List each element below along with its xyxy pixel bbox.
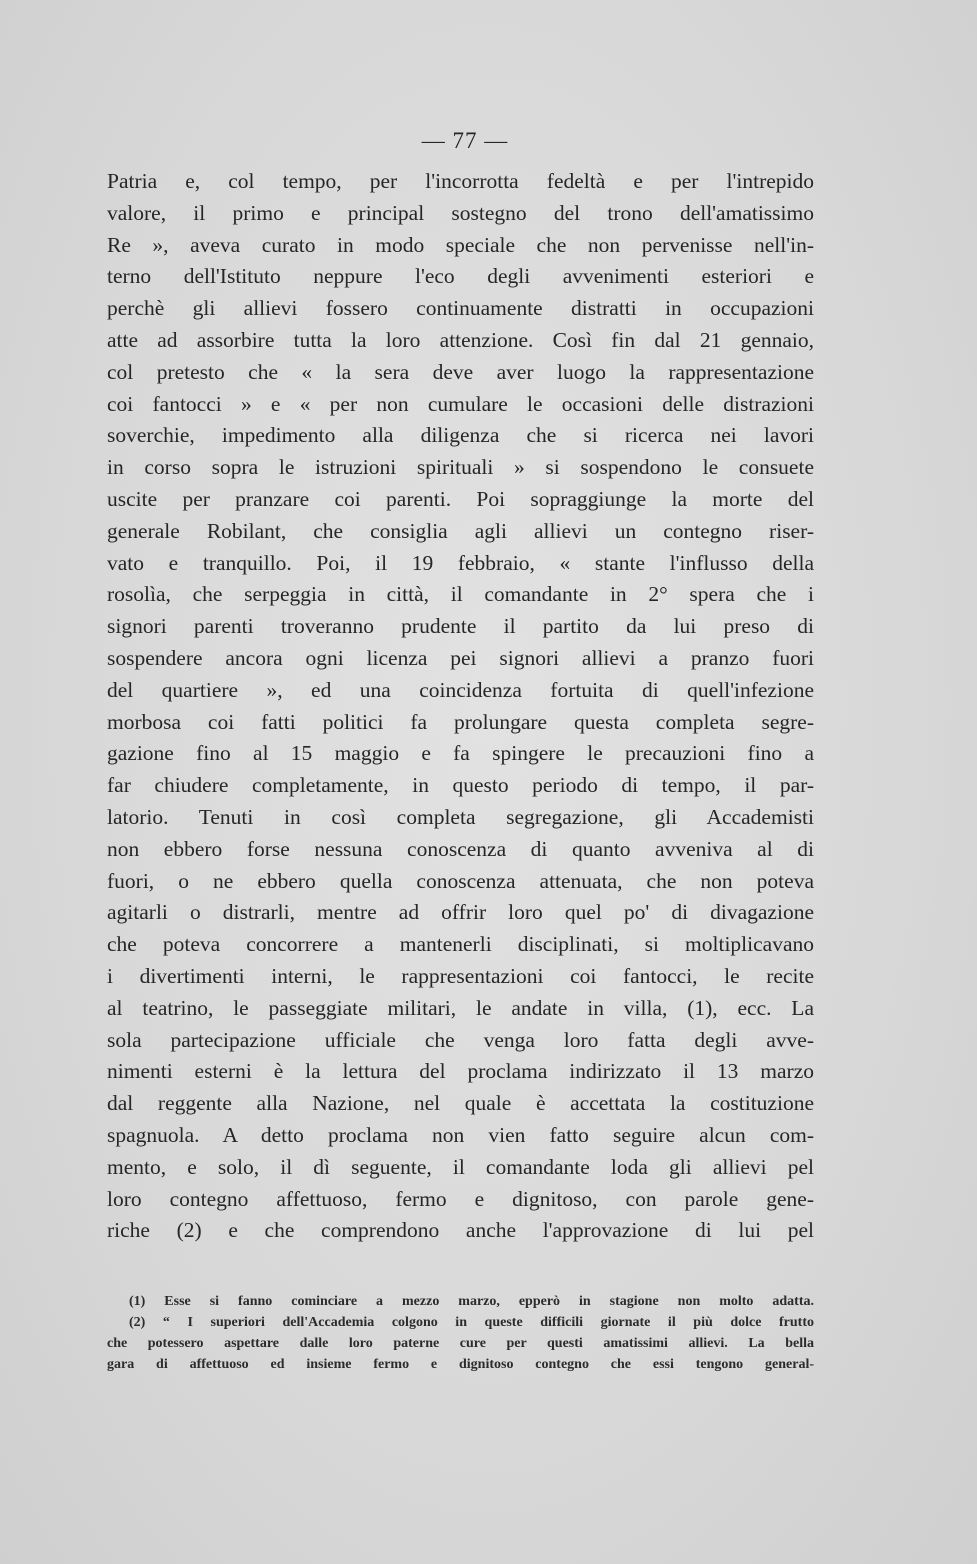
text-line: signori parenti troveranno prudente il partito da lui preso di xyxy=(107,614,814,639)
text-line: mento, e solo, il dì seguente, il comandante loda gli allievi pel xyxy=(107,1154,814,1179)
text-line: in corso sopra le istruzioni spirituali » si sospendono le consuete xyxy=(107,455,814,480)
text-line: perchè gli allievi fossero continuamente distratti in occupazioni xyxy=(107,296,814,321)
text-line: sola partecipazione ufficiale che venga loro fatta degli avve- xyxy=(107,1027,814,1052)
text-line: i divertimenti interni, le rappresentazioni coi fantocci, le recite xyxy=(107,963,814,988)
text-line: dal reggente alla Nazione, nel quale è accettata la costituzione xyxy=(107,1091,814,1116)
text-line: col pretesto che « la sera deve aver luogo la rappresentazione xyxy=(107,359,814,384)
text-line: che poteva concorrere a mantenerli disciplinati, si moltiplicavano xyxy=(107,932,814,957)
text-line: coi fantocci » e « per non cumulare le occasioni delle distrazioni xyxy=(107,391,814,416)
text-line: valore, il primo e principal sostegno del trono dell'amatissimo xyxy=(107,200,814,225)
text-line: del quartiere », ed una coincidenza fortuita di quell'infezione xyxy=(107,677,814,702)
text-line: atte ad assorbire tutta la loro attenzione. Così fin dal 21 gennaio, xyxy=(107,327,814,352)
text-line: fuori, o ne ebbero quella conoscenza attenuata, che non poteva xyxy=(107,868,814,893)
page-number: — 77 — xyxy=(421,128,509,153)
text-line: agitarli o distrarli, mentre ad offrir loro quel po' di divagazione xyxy=(107,900,814,925)
footnote-1: (1) Esse si fanno cominciare a mezzo marzo, epperò in stagione non molto adatta. xyxy=(129,1294,814,1309)
text-line: vato e tranquillo. Poi, il 19 febbraio, « stante l'influsso della xyxy=(107,550,814,575)
text-line: sospendere ancora ogni licenza pei signori allievi a pranzo fuori xyxy=(107,645,814,670)
text-line: generale Robilant, che consiglia agli allievi un contegno riser- xyxy=(107,518,814,543)
text-line: nimenti esterni è la lettura del proclama indirizzato il 13 marzo xyxy=(107,1059,814,1084)
text-line: Re », aveva curato in modo speciale che non pervenisse nell'in- xyxy=(107,232,814,257)
text-line: rosolìa, che serpeggia in città, il comandante in 2° spera che i xyxy=(107,582,814,607)
footnotes xyxy=(107,1291,814,1375)
text-line: latorio. Tenuti in così completa segregazione, gli Accademisti xyxy=(107,804,814,829)
text-line: far chiudere completamente, in questo periodo di tempo, il par- xyxy=(107,773,814,798)
text-line: soverchie, impedimento alla diligenza che si ricerca nei lavori xyxy=(107,423,814,448)
footnote-2-continued: che potessero aspettare dalle loro paterne cure per questi amatissimi allievi. La bella xyxy=(107,1336,814,1351)
body-text xyxy=(107,166,814,1247)
text-line: spagnuola. A detto proclama non vien fatto seguire alcun com- xyxy=(107,1122,814,1147)
text-line: non ebbero forse nessuna conoscenza di quanto avveniva al di xyxy=(107,836,814,861)
text-line: al teatrino, le passeggiate militari, le andate in villa, (1), ecc. La xyxy=(107,995,814,1020)
footnote-2: (2) “ I superiori dell'Accademia colgono in queste difficili giornate il più dolce frutto xyxy=(129,1315,814,1330)
text-line: loro contegno affettuoso, fermo e dignitoso, con parole gene- xyxy=(107,1186,814,1211)
text-line: riche (2) e che comprendono anche l'approvazione di lui pel xyxy=(107,1218,814,1243)
text-line: terno dell'Istituto neppure l'eco degli avvenimenti esteriori e xyxy=(107,264,814,289)
text-line: morbosa coi fatti politici fa prolungare questa completa segre- xyxy=(107,709,814,734)
text-line: Patria e, col tempo, per l'incorrotta fedeltà e per l'intrepido xyxy=(107,169,814,193)
text-line: gazione fino al 15 maggio e fa spingere le precauzioni fino a xyxy=(107,741,814,766)
text-line: uscite per pranzare coi parenti. Poi sopraggiunge la morte del xyxy=(107,486,814,511)
footnote-2-continued: gara di affettuoso ed insieme fermo e dignitoso contegno che essi tengono general- xyxy=(107,1357,814,1372)
